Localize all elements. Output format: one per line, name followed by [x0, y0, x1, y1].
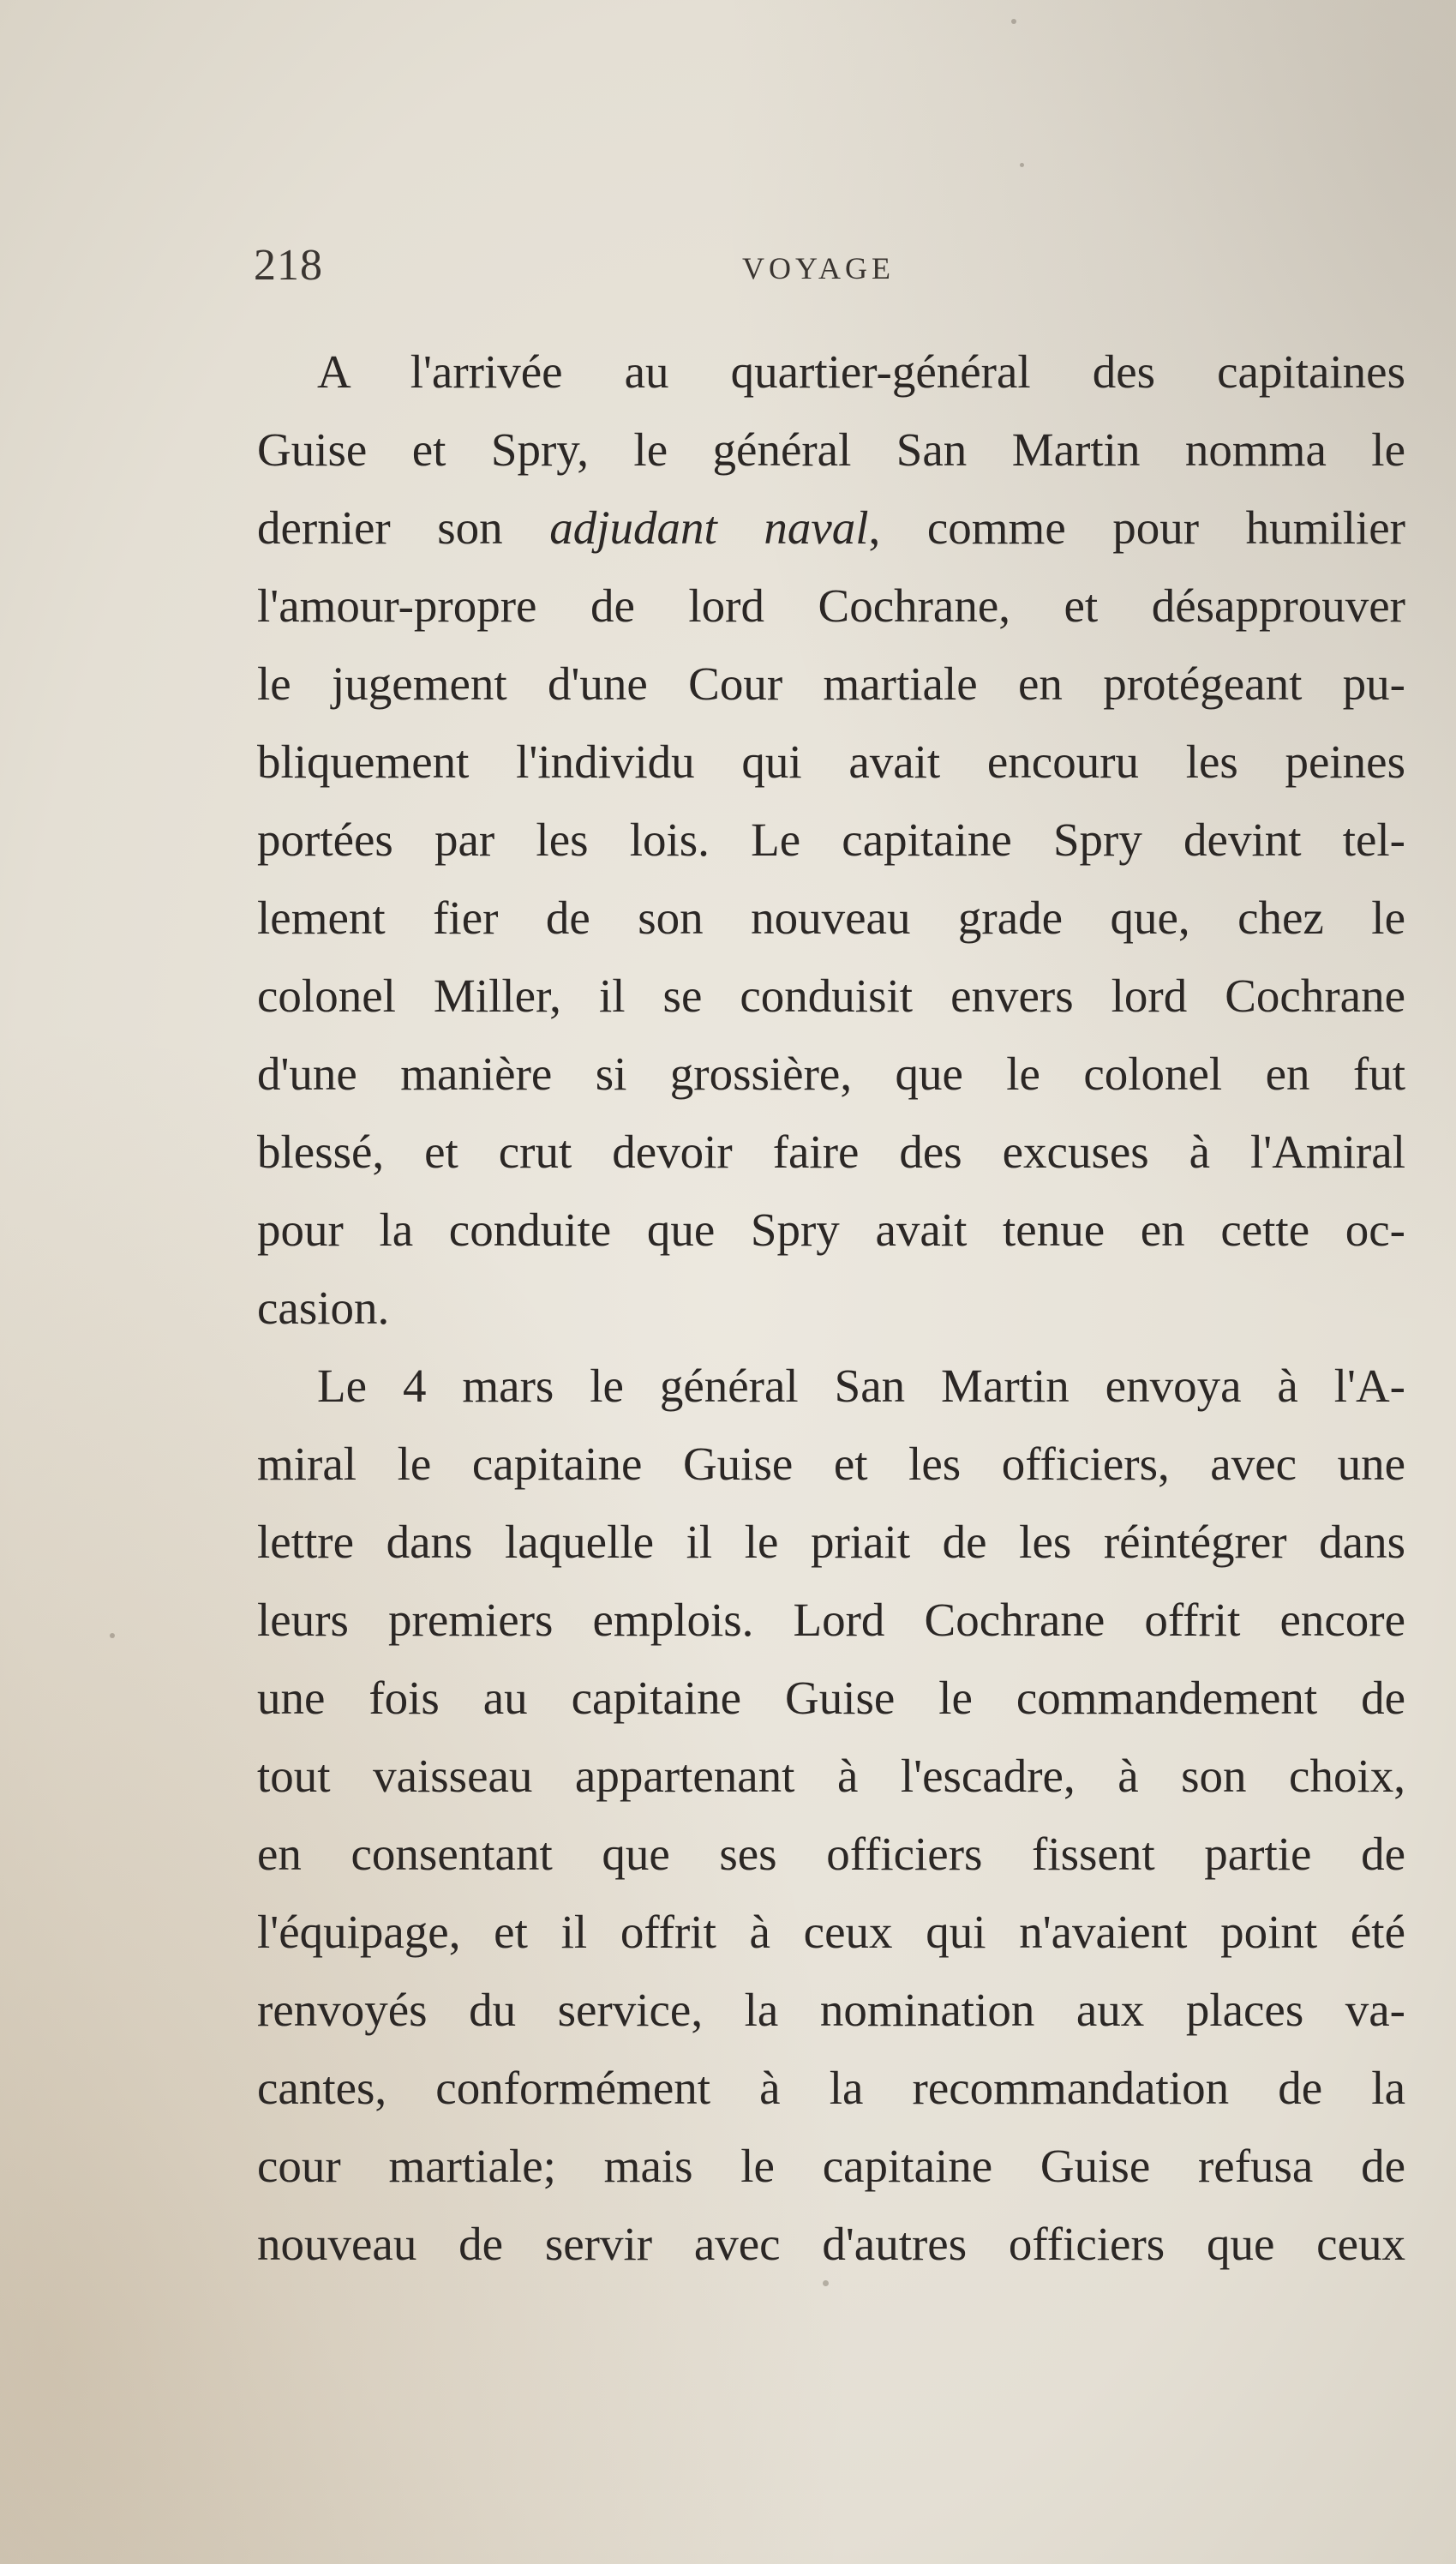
paper-speck	[1011, 19, 1016, 24]
page-header	[254, 240, 1411, 300]
text-line: lettre dans laquelle il le priait de les réintégrer dans	[257, 1516, 1405, 1568]
text-line: en consentant que ses officiers fissent partie de	[257, 1828, 1405, 1880]
text-line: pour la conduite que Spry avait tenue en cette oc-	[257, 1204, 1405, 1256]
text-line: miral le capitaine Guise et les officiers, avec une	[257, 1438, 1405, 1490]
text-line: l'équipage, et il offrit à ceux qui n'avaient point été	[257, 1906, 1405, 1958]
text-line: renvoyés du service, la nomination aux places va-	[257, 1984, 1405, 2036]
text-run: , comme pour humilier	[868, 501, 1405, 554]
text-line: A l'arrivée au quartier-général des capitaines	[317, 345, 1405, 398]
text-line: d'une manière si grossière, que le colonel en fut	[257, 1048, 1405, 1100]
text-line: nouveau de servir avec d'autres officiers que ceux	[257, 2218, 1405, 2270]
text-line	[257, 489, 1405, 567]
text-run: dernier son	[257, 501, 550, 554]
text-line: le jugement d'une Cour martiale en protégeant pu-	[257, 658, 1405, 710]
paper-speck	[1020, 163, 1024, 167]
text-line: colonel Miller, il se conduisit envers lord Cochrane	[257, 970, 1405, 1022]
running-head: VOYAGE	[742, 251, 895, 285]
text-line: leurs premiers emplois. Lord Cochrane offrit encore	[257, 1594, 1405, 1646]
text-line: portées par les lois. Le capitaine Spry devint tel-	[257, 814, 1405, 866]
text-line: blessé, et crut devoir faire des excuses à l'Amiral	[257, 1126, 1405, 1178]
text-line: Le 4 mars le général San Martin envoya à l'A-	[317, 1360, 1405, 1412]
text-line: cour martiale; mais le capitaine Guise refusa de	[257, 2140, 1405, 2192]
paper-speck	[110, 1633, 115, 1638]
page-number: 218	[254, 241, 323, 290]
text-line: Guise et Spry, le général San Martin nomma le	[257, 423, 1405, 476]
text-line: une fois au capitaine Guise le commandement de	[257, 1672, 1405, 1724]
text-line: tout vaisseau appartenant à l'escadre, à son choix,	[257, 1750, 1405, 1802]
text-line: cantes, conformément à la recommandation de la	[257, 2062, 1405, 2114]
body-text	[257, 333, 1405, 2283]
text-line: casion.	[257, 1282, 390, 1334]
text-line: bliquement l'individu qui avait encouru les peines	[257, 736, 1405, 788]
text-line: lement fier de son nouveau grade que, chez le	[257, 892, 1405, 944]
italic-term: adjudant naval	[549, 501, 869, 554]
text-line: l'amour-propre de lord Cochrane, et désapprouver	[257, 579, 1405, 632]
